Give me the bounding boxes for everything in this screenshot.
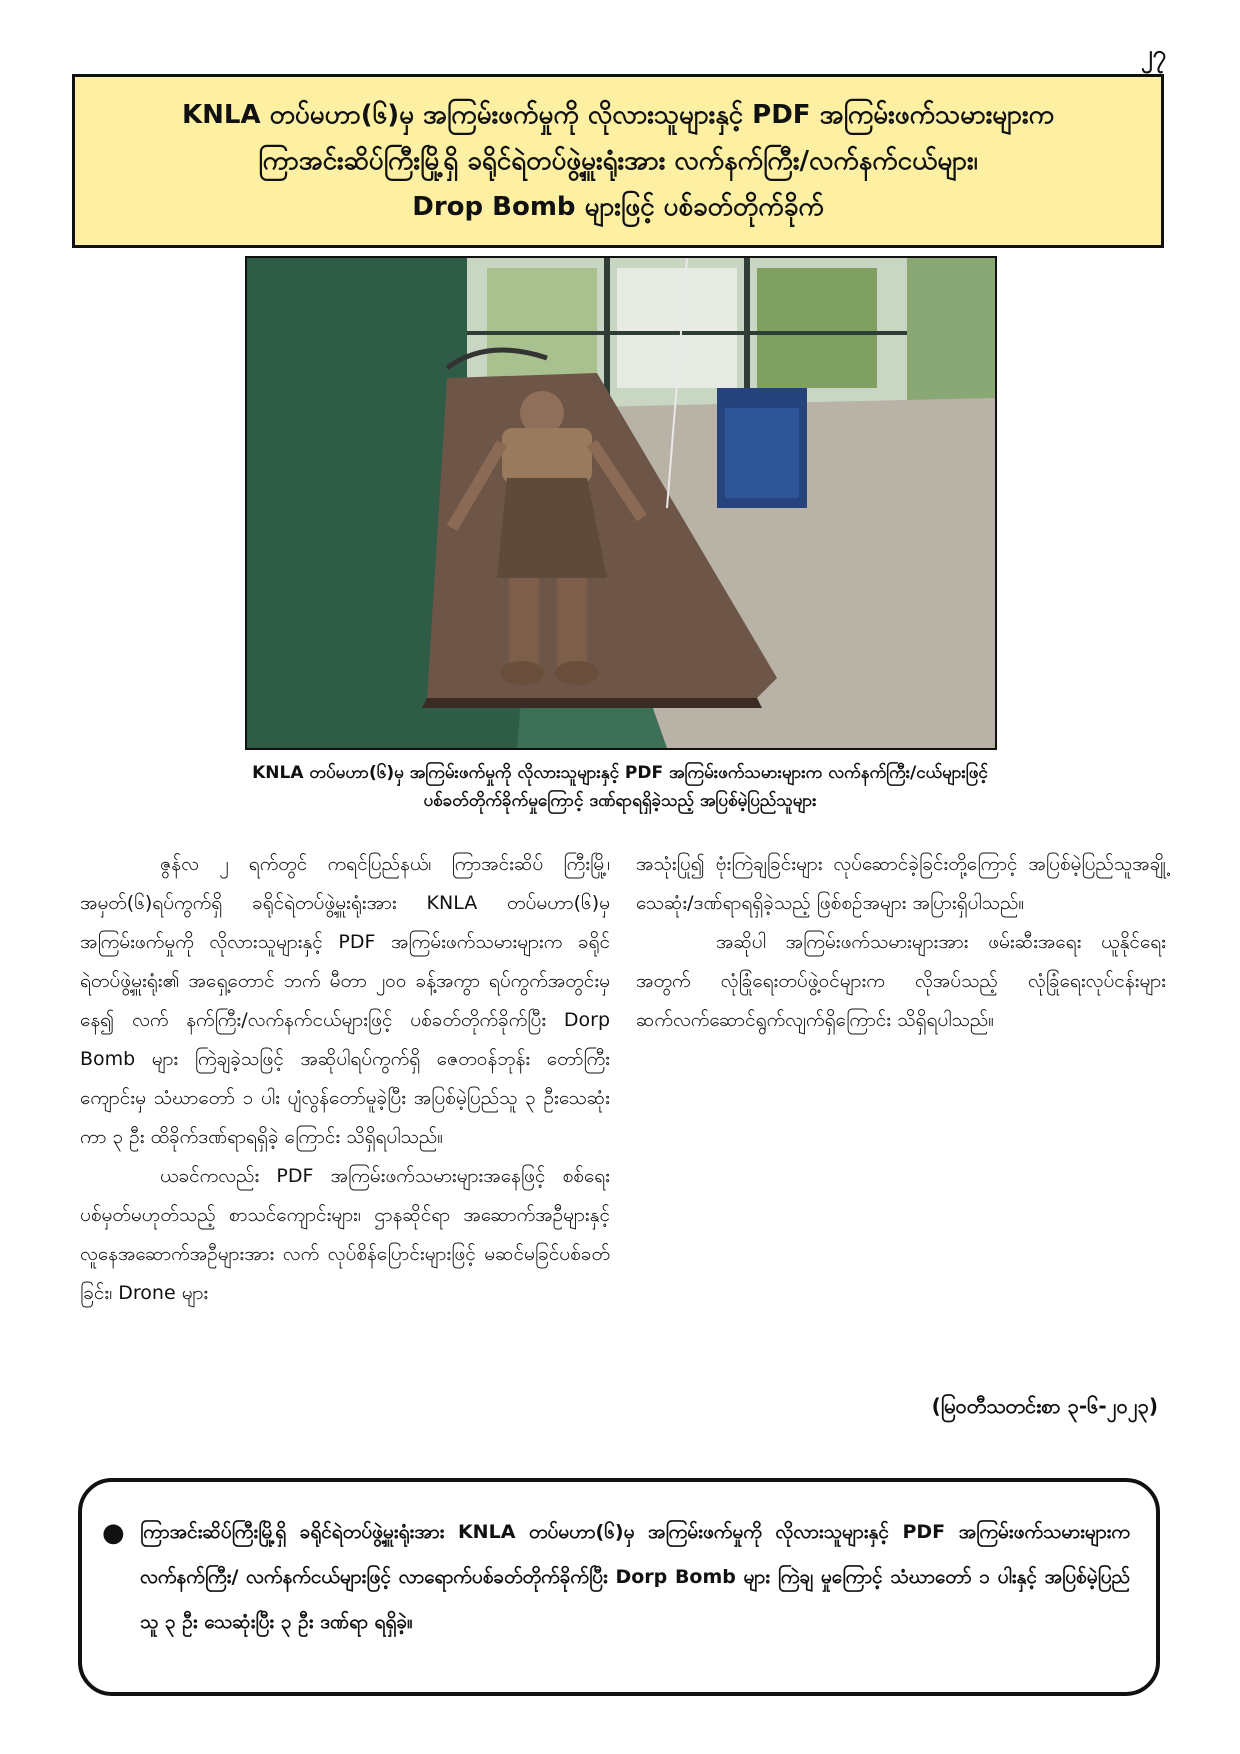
- article-paragraph: ဇွန်လ ၂ ရက်တွင် ကရင်ပြည်နယ်၊ ကြာအင်းဆိပ် ကြီးမြို့၊ အမှတ်(၆)ရပ်ကွက်ရှိ ခရိုင်ရဲတပ်ဖွဲ့မှူးရုံးအား KNLA တပ်မဟာ(၆)မှ အကြမ်းဖက်မှုကို လိုလားသူများနှင့် PDF အကြမ်းဖက်သမားများက ခရိုင်ရဲတပ်ဖွဲ့မှူးရုံး၏ အရှေ့တောင် ဘက် မီတာ ၂၀၀ ခန့်အကွာ ရပ်ကွက်အတွင်းမှနေ၍ လက် နက်ကြီး/လက်နက်ငယ်များဖြင့် ပစ်ခတ်တိုက်ခိုက်ပြီး Dorp Bomb များ ကြဲချခဲ့သဖြင့် အဆိုပါရပ်ကွက်ရှိ ဇေတဝန်ဘုန်း တော်ကြီးကျောင်းမှ သံဃာတော် ၁ ပါး ပျံလွန်တော်မူခဲ့ပြီး အပြစ်မဲ့ပြည်သူ ၃ ဦးသေဆုံးကာ ၃ ဦး ထိခိုက်ဒဏ်ရာရရှိခဲ့ ကြောင်း သိရှိရပါသည်။: [80, 853, 610, 1148]
- injured-person-photo: [247, 258, 995, 748]
- source-citation: (မြဝတီသတင်းစာ ၃-၆-၂၀၂၃): [931, 1394, 1158, 1418]
- summary-text: ကြာအင်းဆိပ်ကြီးမြို့ရှိ ခရိုင်ရဲတပ်ဖွဲ့မှူးရုံးအား KNLA တပ်မဟာ(၆)မှ အကြမ်းဖက်မှုကို လိုလားသူများနှင့် PDF အကြမ်းဖက်သမားများက လက်နက်ကြီး/ လက်နက်ငယ်များဖြင့် လာရောက်ပစ်ခတ်တိုက်ခိုက်ပြီး Dorp Bomb များ ကြဲချ မှုကြောင့် သံဃာတော် ၁ ပါးနှင့် အပြစ်မဲ့ပြည်သူ ၃ ဦး သေဆုံးပြီး ၃ ဦး ဒဏ်ရာ ရရှိခဲ့။: [140, 1521, 1130, 1633]
- headline-line-3: Drop Bomb များဖြင့် ပစ်ခတ်တိုက်ခိုက်: [412, 192, 824, 222]
- article-paragraph: ယခင်ကလည်း PDF အကြမ်းဖက်သမားများအနေဖြင့် စစ်ရေးပစ်မှတ်မဟုတ်သည့် စာသင်ကျောင်းများ၊ ဌာနဆိုင်ရာ အဆောက်အဦများနှင့် လူနေအဆောက်အဦများအား လက် လုပ်စိန်ပြောင်းများဖြင့် မဆင်မခြင်ပစ်ခတ်ခြင်း၊ Drone များ: [80, 1165, 610, 1304]
- news-photo: [245, 256, 997, 750]
- bullet-icon: ●: [102, 1518, 125, 1548]
- caption-line-1: KNLA တပ်မဟာ(၆)မှ အကြမ်းဖက်မှုကို လိုလားသူများနှင့် PDF အကြမ်းဖက်သမားများက လက်နက်ကြီး/ငယ်များဖြင့်: [252, 763, 988, 783]
- headline-box: [72, 74, 1164, 248]
- article-paragraph: အဆိုပါ အကြမ်းဖက်သမားများအား ဖမ်းဆီးအရေး ယူနိုင်ရေးအတွက် လုံခြုံရေးတပ်ဖွဲ့ဝင်များက လိုအပ်သည့် လုံခြုံရေးလုပ်ငန်းများ ဆက်လက်ဆောင်ရွက်လျက်ရှိကြောင်း သိရှိရပါသည်။: [636, 931, 1166, 1031]
- summary-box: [78, 1478, 1160, 1696]
- article-column-right: [636, 845, 1166, 1040]
- article-column-left: [80, 845, 610, 1313]
- page-number: ၂၇: [1140, 40, 1166, 68]
- caption-line-2: ပစ်ခတ်တိုက်ခိုက်မှုကြောင့် ဒဏ်ရာရရှိခဲ့သည့် အပြစ်မဲ့ပြည်သူများ: [423, 791, 817, 811]
- article-paragraph: အသုံးပြု၍ ဗုံးကြဲချခြင်းများ လုပ်ဆောင်ခဲ့ခြင်းတို့ကြောင့် အပြစ်မဲ့ပြည်သူအချို့ သေဆုံး/ဒဏ်ရာရရှိခဲ့သည့် ဖြစ်စဉ်အများ အပြားရှိပါသည်။: [636, 853, 1166, 914]
- headline-line-1: KNLA တပ်မဟာ(၆)မှ အကြမ်းဖက်မှုကို လိုလားသူများနှင့် PDF အကြမ်းဖက်သမားများက: [181, 100, 1055, 130]
- photo-caption: [100, 759, 1140, 815]
- headline-line-2: ကြာအင်းဆိပ်ကြီးမြို့ရှိ ခရိုင်ရဲတပ်ဖွဲ့မှူးရုံးအား လက်နက်ကြီး/လက်နက်ငယ်များ၊: [258, 146, 978, 176]
